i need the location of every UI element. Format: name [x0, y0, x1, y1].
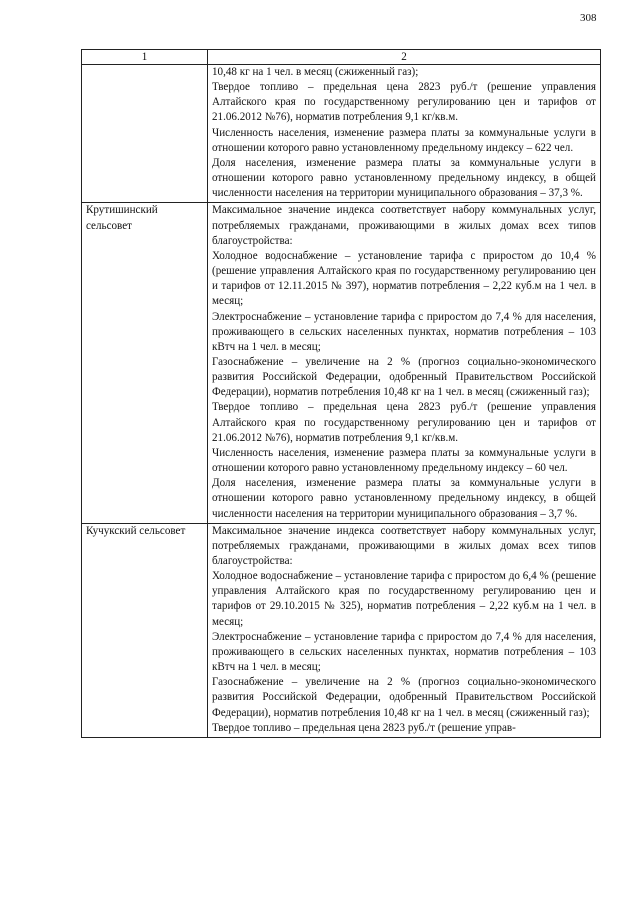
municipality-name: Кучукский сельсовет [82, 523, 208, 737]
indicator-description [208, 65, 601, 203]
paragraph: Доля населения, изменение размера платы за коммунальные услуги в отношении которого равно установленному предельному индексу, в общей численности населения на территории муниципального образования – 37,3 %. [212, 156, 596, 200]
paragraph: Электроснабжение – установление тарифа с приростом до 7,4 % для населения, проживающего в сельских населенных пунктах, норматив потребления – 103 кВтч на 1 чел. в месяц; [212, 310, 596, 353]
paragraph: Максимальное значение индекса соответствует набору коммунальных услуг, потребляемых гражданами, проживающими в жилых домах всех типов благоустройства: [212, 204, 596, 247]
paragraph: Электроснабжение – установление тарифа с приростом до 7,4 % для населения, проживающего в сельских населенных пунктах, норматив потребления – 103 кВтч на 1 чел. в месяц; [212, 630, 596, 674]
paragraph: Твердое топливо – предельная цена 2823 руб./т (решение управления Алтайского края по государственному регулированию цен и тарифов от 21.06.2012 №76), норматив потребления 9,1 кг/кв.м. [212, 401, 596, 444]
paragraph: Твердое топливо – предельная цена 2823 руб./т (решение управления Алтайского края по государственному регулированию цен и тарифов от 21.06.2012 №76), норматив потребления 9,1 кг/кв.м. [212, 81, 596, 124]
paragraph: 10,48 кг на 1 чел. в месяц (сжиженный газ); [212, 66, 419, 78]
paragraph: Холодное водоснабжение – установление тарифа с приростом до 6,4 % (решение управления Алтайского края по государственному регулированию цен и тарифов от 29.10.2015 № 325), норматив потребления – 2,22 куб.м на 1 чел. в месяц; [212, 570, 596, 628]
column-header-1: 1 [82, 50, 208, 65]
header-row [82, 50, 601, 65]
column-header-2: 2 [208, 50, 601, 65]
paragraph: Численность населения, изменение размера платы за коммунальные услуги в отношении которого равно установленному предельному индексу – 60 чел. [212, 446, 596, 475]
tariff-table [81, 49, 601, 738]
indicator-description [208, 203, 601, 523]
paragraph: Численность населения, изменение размера платы за коммунальные услуги в отношении которого равно установленному предельному индексу – 622 чел. [212, 126, 596, 154]
paragraph: Доля населения, изменение размера платы за коммунальные услуги в отношении которого равно установленному предельному индексу, в общей численности населения на территории муниципального образования – 3,7 %. [212, 477, 596, 520]
paragraph: Газоснабжение – увеличение на 2 % (прогноз социально-экономического развития Российской Федерации, одобренный Правительством Российской Федерации), норматив потребления 10,48 кг на 1 чел. в месяц (сжиженный газ); [212, 676, 596, 719]
paragraph: Максимальное значение индекса соответствует набору коммунальных услуг, потребляемых гражданами, проживающими в жилых домах всех типов благоустройства: [212, 524, 596, 567]
paragraph: Газоснабжение – увеличение на 2 % (прогноз социально-экономического развития Российской Федерации, одобренный Правительством Российской Федерации), норматив потребления 10,48 кг на 1 чел. в месяц (сжиженный газ); [212, 355, 596, 399]
table-row [82, 203, 601, 523]
table-row [82, 523, 601, 737]
municipality-name [82, 65, 208, 203]
page-number: 308 [580, 12, 597, 24]
paragraph: Холодное водоснабжение – установление тарифа с приростом до 10,4 % (решение управления Алтайского края по государственному регулированию цен и тарифов от 12.11.2015 № 397), норматив потребления – 2,22 куб.м на 1 чел. в месяц; [212, 249, 596, 308]
indicator-description [208, 523, 601, 737]
paragraph: Твердое топливо – предельная цена 2823 руб./т (решение управ- [212, 721, 516, 734]
municipality-name: Крутишинский сельсовет [82, 203, 208, 523]
table-row [82, 65, 601, 203]
